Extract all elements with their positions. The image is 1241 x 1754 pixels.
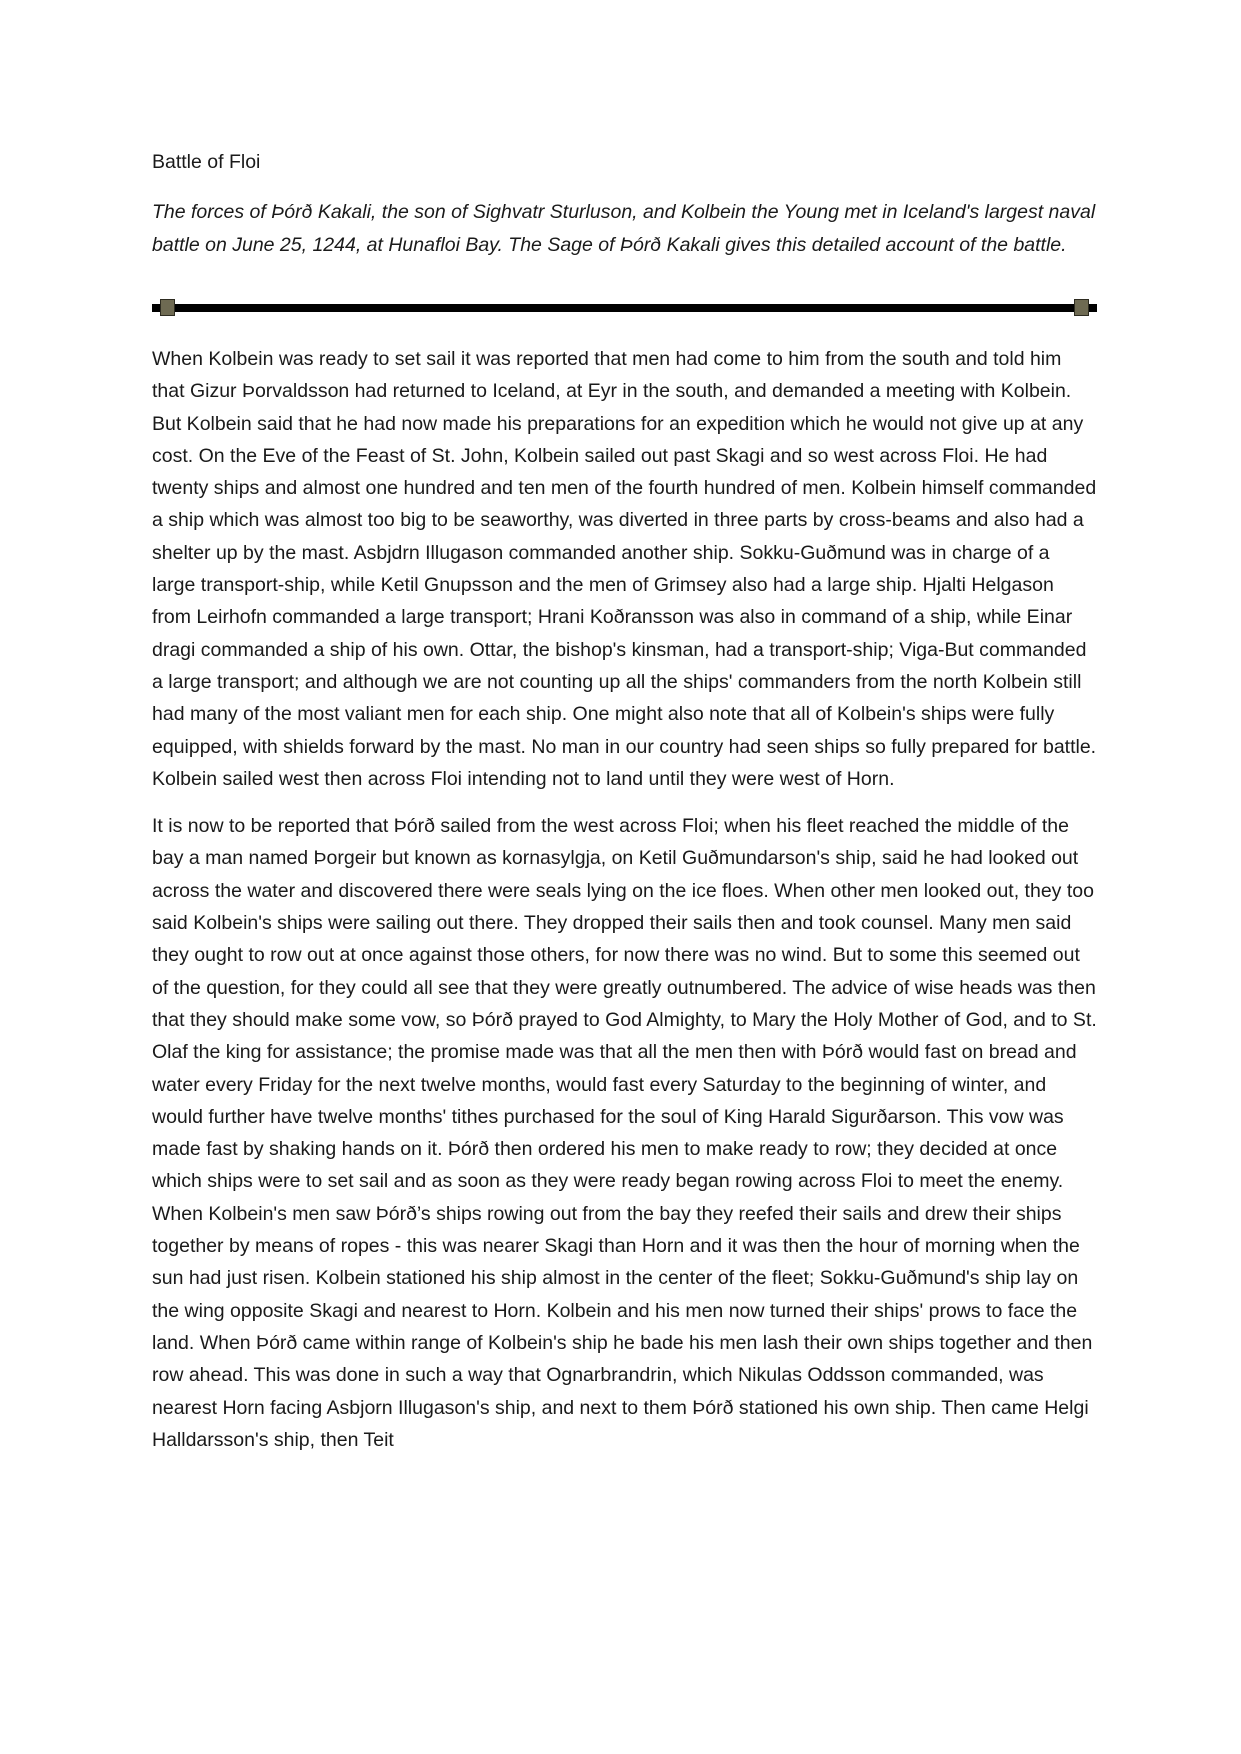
document-title: Battle of Floi xyxy=(152,151,261,173)
document-page xyxy=(152,146,1097,1471)
body-paragraph-2: It is now to be reported that Þórð sailed from the west across Floi; when his fleet reached the middle of the bay a man named Þorgeir but known as kornasylgja, on Ketil Guðmundarson's ship, said he had looked out across the water and discovered there were seals lying on the ice floes. When other men looked out, they too said Kolbein's ships were sailing out there. They dropped their sails then and took counsel. Many men said they ought to row out at once against those others, for now there was no wind. But to some this seemed out of the question, for they could all see that they were greatly outnumbered. The advice of wise heads was then that they should make some vow, so Þórð prayed to God Almighty, to Mary the Holy Mother of God, and to St. Olaf the king for assistance; the promise made was that all the men then with Þórð would fast on bread and water every Friday for the next twelve months, would fast every Saturday to the beginning of winter, and would further have twelve months' tithes purchased for the soul of King Harald Sigurðarson. This vow was made fast by shaking hands on it. Þórð then ordered his men to make ready to row; they decided at once which ships were to set sail and as soon as they were ready began rowing across Floi to meet the enemy. When Kolbein's men saw Þórð’s ships rowing out from the bay they reefed their sails and drew their ships together by means of ropes - this was nearer Skagi than Horn and it was then the hour of morning when the sun had just risen. Kolbein stationed his ship almost in the center of the fleet; Sokku-Guðmund's ship lay on the wing opposite Skagi and nearest to Horn. Kolbein and his men now turned their ships' prows to face the land. When Þórð came within range of Kolbein's ship he bade his men lash their own ships together and then row ahead. This was done in such a way that Ognarbrandrin, which Nikulas Oddsson commanded, was nearest Horn facing Asbjorn Illugason's ship, and next to them Þórð stationed his own ship. Then came Helgi Halldarsson's ship, then Teit xyxy=(152,815,1097,1451)
decorative-divider xyxy=(152,299,1097,317)
divider-left-knob xyxy=(160,299,175,316)
body-paragraph-1: When Kolbein was ready to set sail it was reported that men had come to him from the south and told him that Gizur Þorvaldsson had returned to Iceland, at Eyr in the south, and demanded a meeting with Kolbein. But Kolbein said that he had now made his preparations for an expedition which he would not give up at any cost. On the Eve of the Feast of St. John, Kolbein sailed out past Skagi and so west across Floi. He had twenty ships and almost one hundred and ten men of the fourth hundred of men. Kolbein himself commanded a ship which was almost too big to be seaworthy, was diverted in three parts by cross-beams and also had a shelter up by the mast. Asbjdrn Illugason commanded another ship. Sokku-Guðmund was in charge of a large transport-ship, while Ketil Gnupsson and the men of Grimsey also had a large ship. Hjalti Helgason from Leirhofn commanded a large transport; Hrani Koðransson was also in command of a ship, while Einar dragi commanded a ship of his own. Ottar, the bishop's kinsman, had a transport-ship; Viga-But commanded a large transport; and although we are not counting up all the ships' commanders from the north Kolbein still had many of the most valiant men for each ship. One might also note that all of Kolbein's ships were fully equipped, with shields forward by the mast. No man in our country had seen ships so fully prepared for battle. Kolbein sailed west then across Floi intending not to land until they were west of Horn. xyxy=(152,348,1097,790)
divider-right-knob xyxy=(1074,299,1089,316)
divider-bar xyxy=(152,304,1097,312)
intro-paragraph: The forces of Þórð Kakali, the son of Sighvatr Sturluson, and Kolbein the Young met in Iceland's largest naval battle on June 25, 1244, at Hunafloi Bay. The Sage of Þórð Kakali gives this detailed account of the battle. xyxy=(152,201,1096,256)
